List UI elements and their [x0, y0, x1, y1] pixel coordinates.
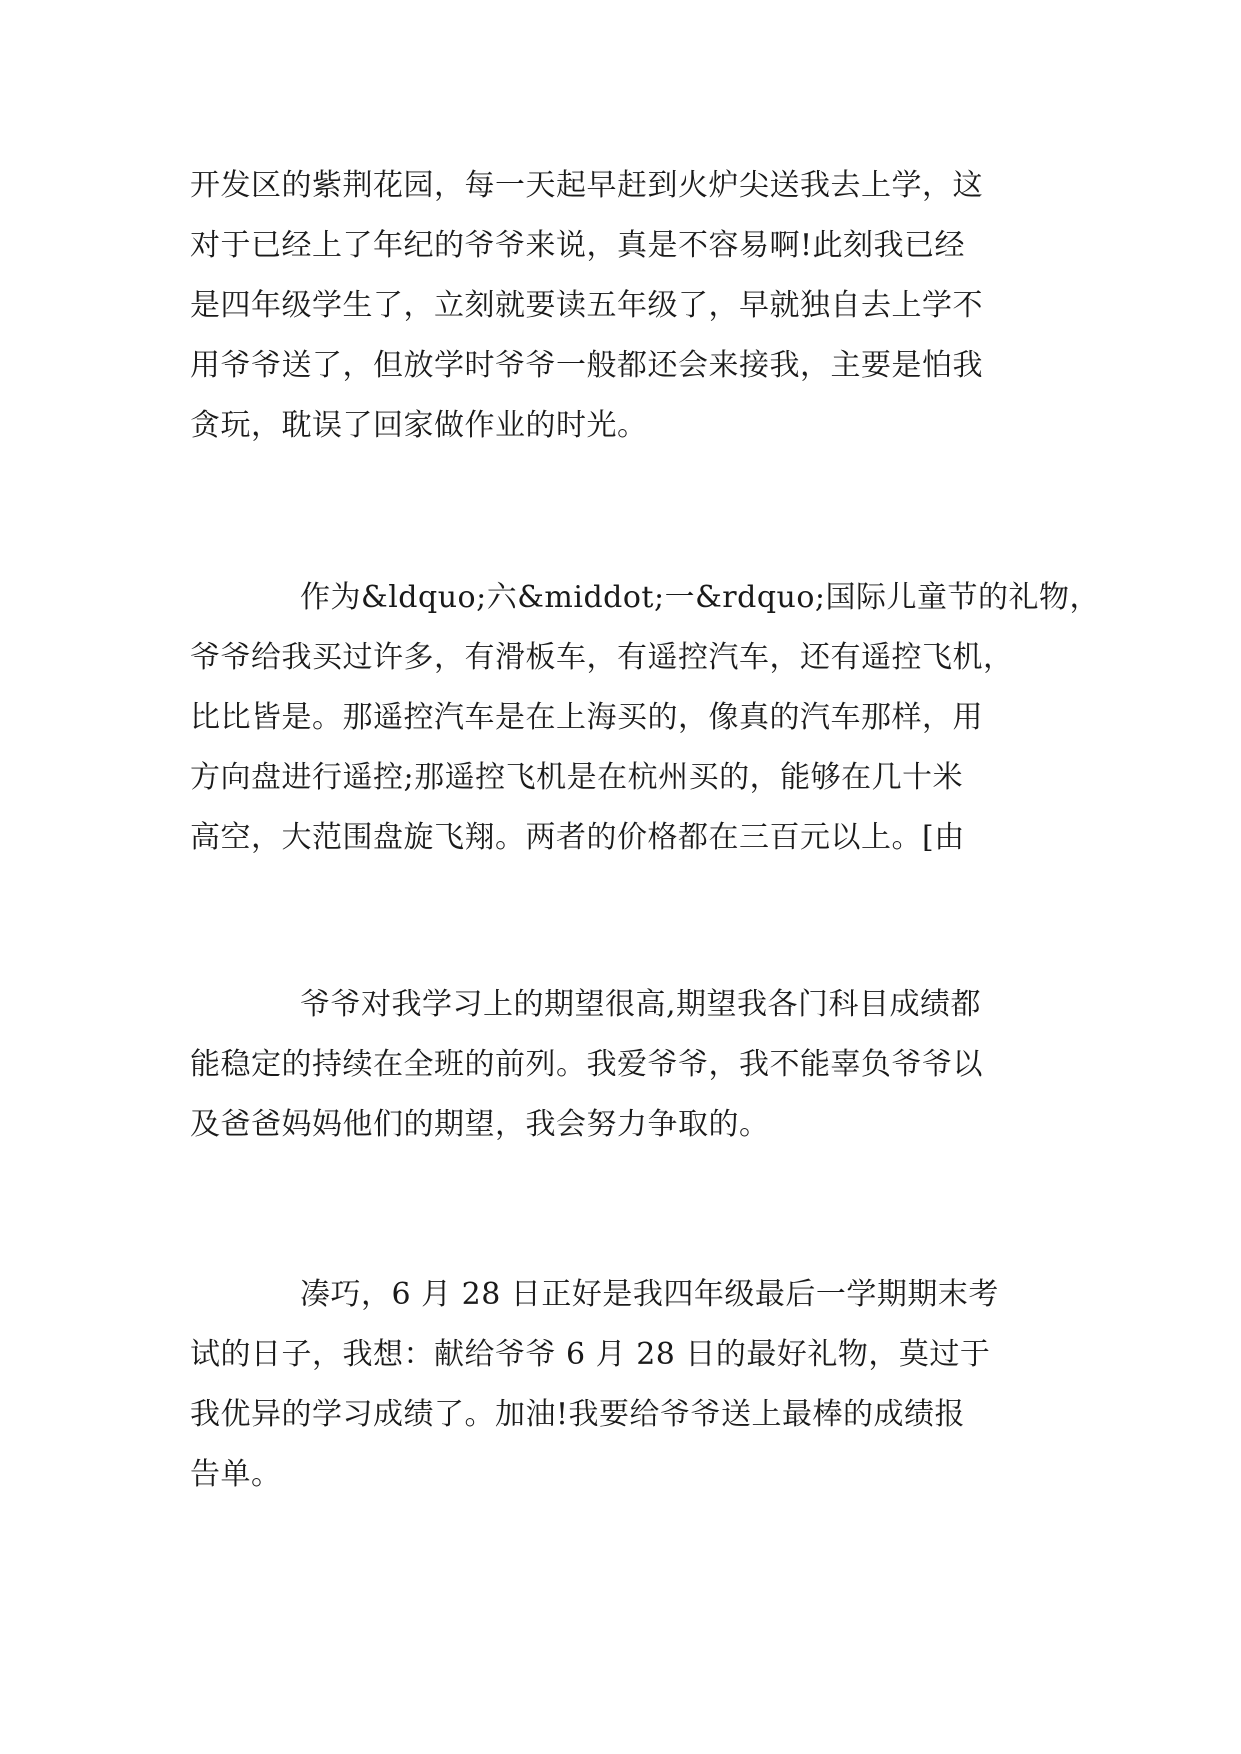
paragraph-line: 用爷爷送了，但放学时爷爷一般都还会来接我，主要是怕我: [190, 348, 983, 383]
paragraph-line: 比比皆是。那遥控汽车是在上海买的，像真的汽车那样，用: [190, 700, 983, 735]
paragraph-2: [190, 568, 1101, 868]
paragraph-line: 贪玩，耽误了回家做作业的时光。: [190, 408, 648, 443]
paragraph-line: 及爸爸妈妈他们的期望，我会努力争取的。: [190, 1107, 770, 1142]
paragraph-line: 是四年级学生了，立刻就要读五年级了，早就独自去上学不: [190, 288, 983, 323]
paragraph-line: 告单。: [190, 1457, 282, 1492]
paragraph-3: [190, 975, 1060, 1155]
paragraph-line: 作为&ldquo;六&middot;一&rdquo;国际儿童节的礼物，: [300, 580, 1101, 615]
paragraph-line: 试的日子，我想：献给爷爷 6 月 28 日的最好礼物，莫过于: [190, 1337, 991, 1372]
paragraph-1: [190, 156, 1060, 456]
paragraph-line: 凑巧，6 月 28 日正好是我四年级最后一学期期末考: [300, 1277, 999, 1312]
paragraph-line: 爷爷对我学习上的期望很高,期望我各门科目成绩都: [300, 987, 982, 1022]
paragraph-4: [190, 1265, 1060, 1505]
paragraph-line: 我优异的学习成绩了。加油!我要给爷爷送上最棒的成绩报: [190, 1397, 966, 1432]
paragraph-line: 能稳定的持续在全班的前列。我爱爷爷，我不能辜负爷爷以: [190, 1047, 983, 1082]
paragraph-line: 爷爷给我买过许多，有滑板车，有遥控汽车，还有遥控飞机，: [190, 640, 1014, 675]
paragraph-line: 高空，大范围盘旋飞翔。两者的价格都在三百元以上。[由: [190, 820, 965, 855]
paragraph-line: 开发区的紫荆花园，每一天起早赶到火炉尖送我去上学，这: [190, 168, 983, 203]
paragraph-line: 对于已经上了年纪的爷爷来说，真是不容易啊!此刻我已经: [190, 228, 966, 263]
paragraph-line: 方向盘进行遥控;那遥控飞机是在杭州买的，能够在几十米: [190, 760, 964, 795]
